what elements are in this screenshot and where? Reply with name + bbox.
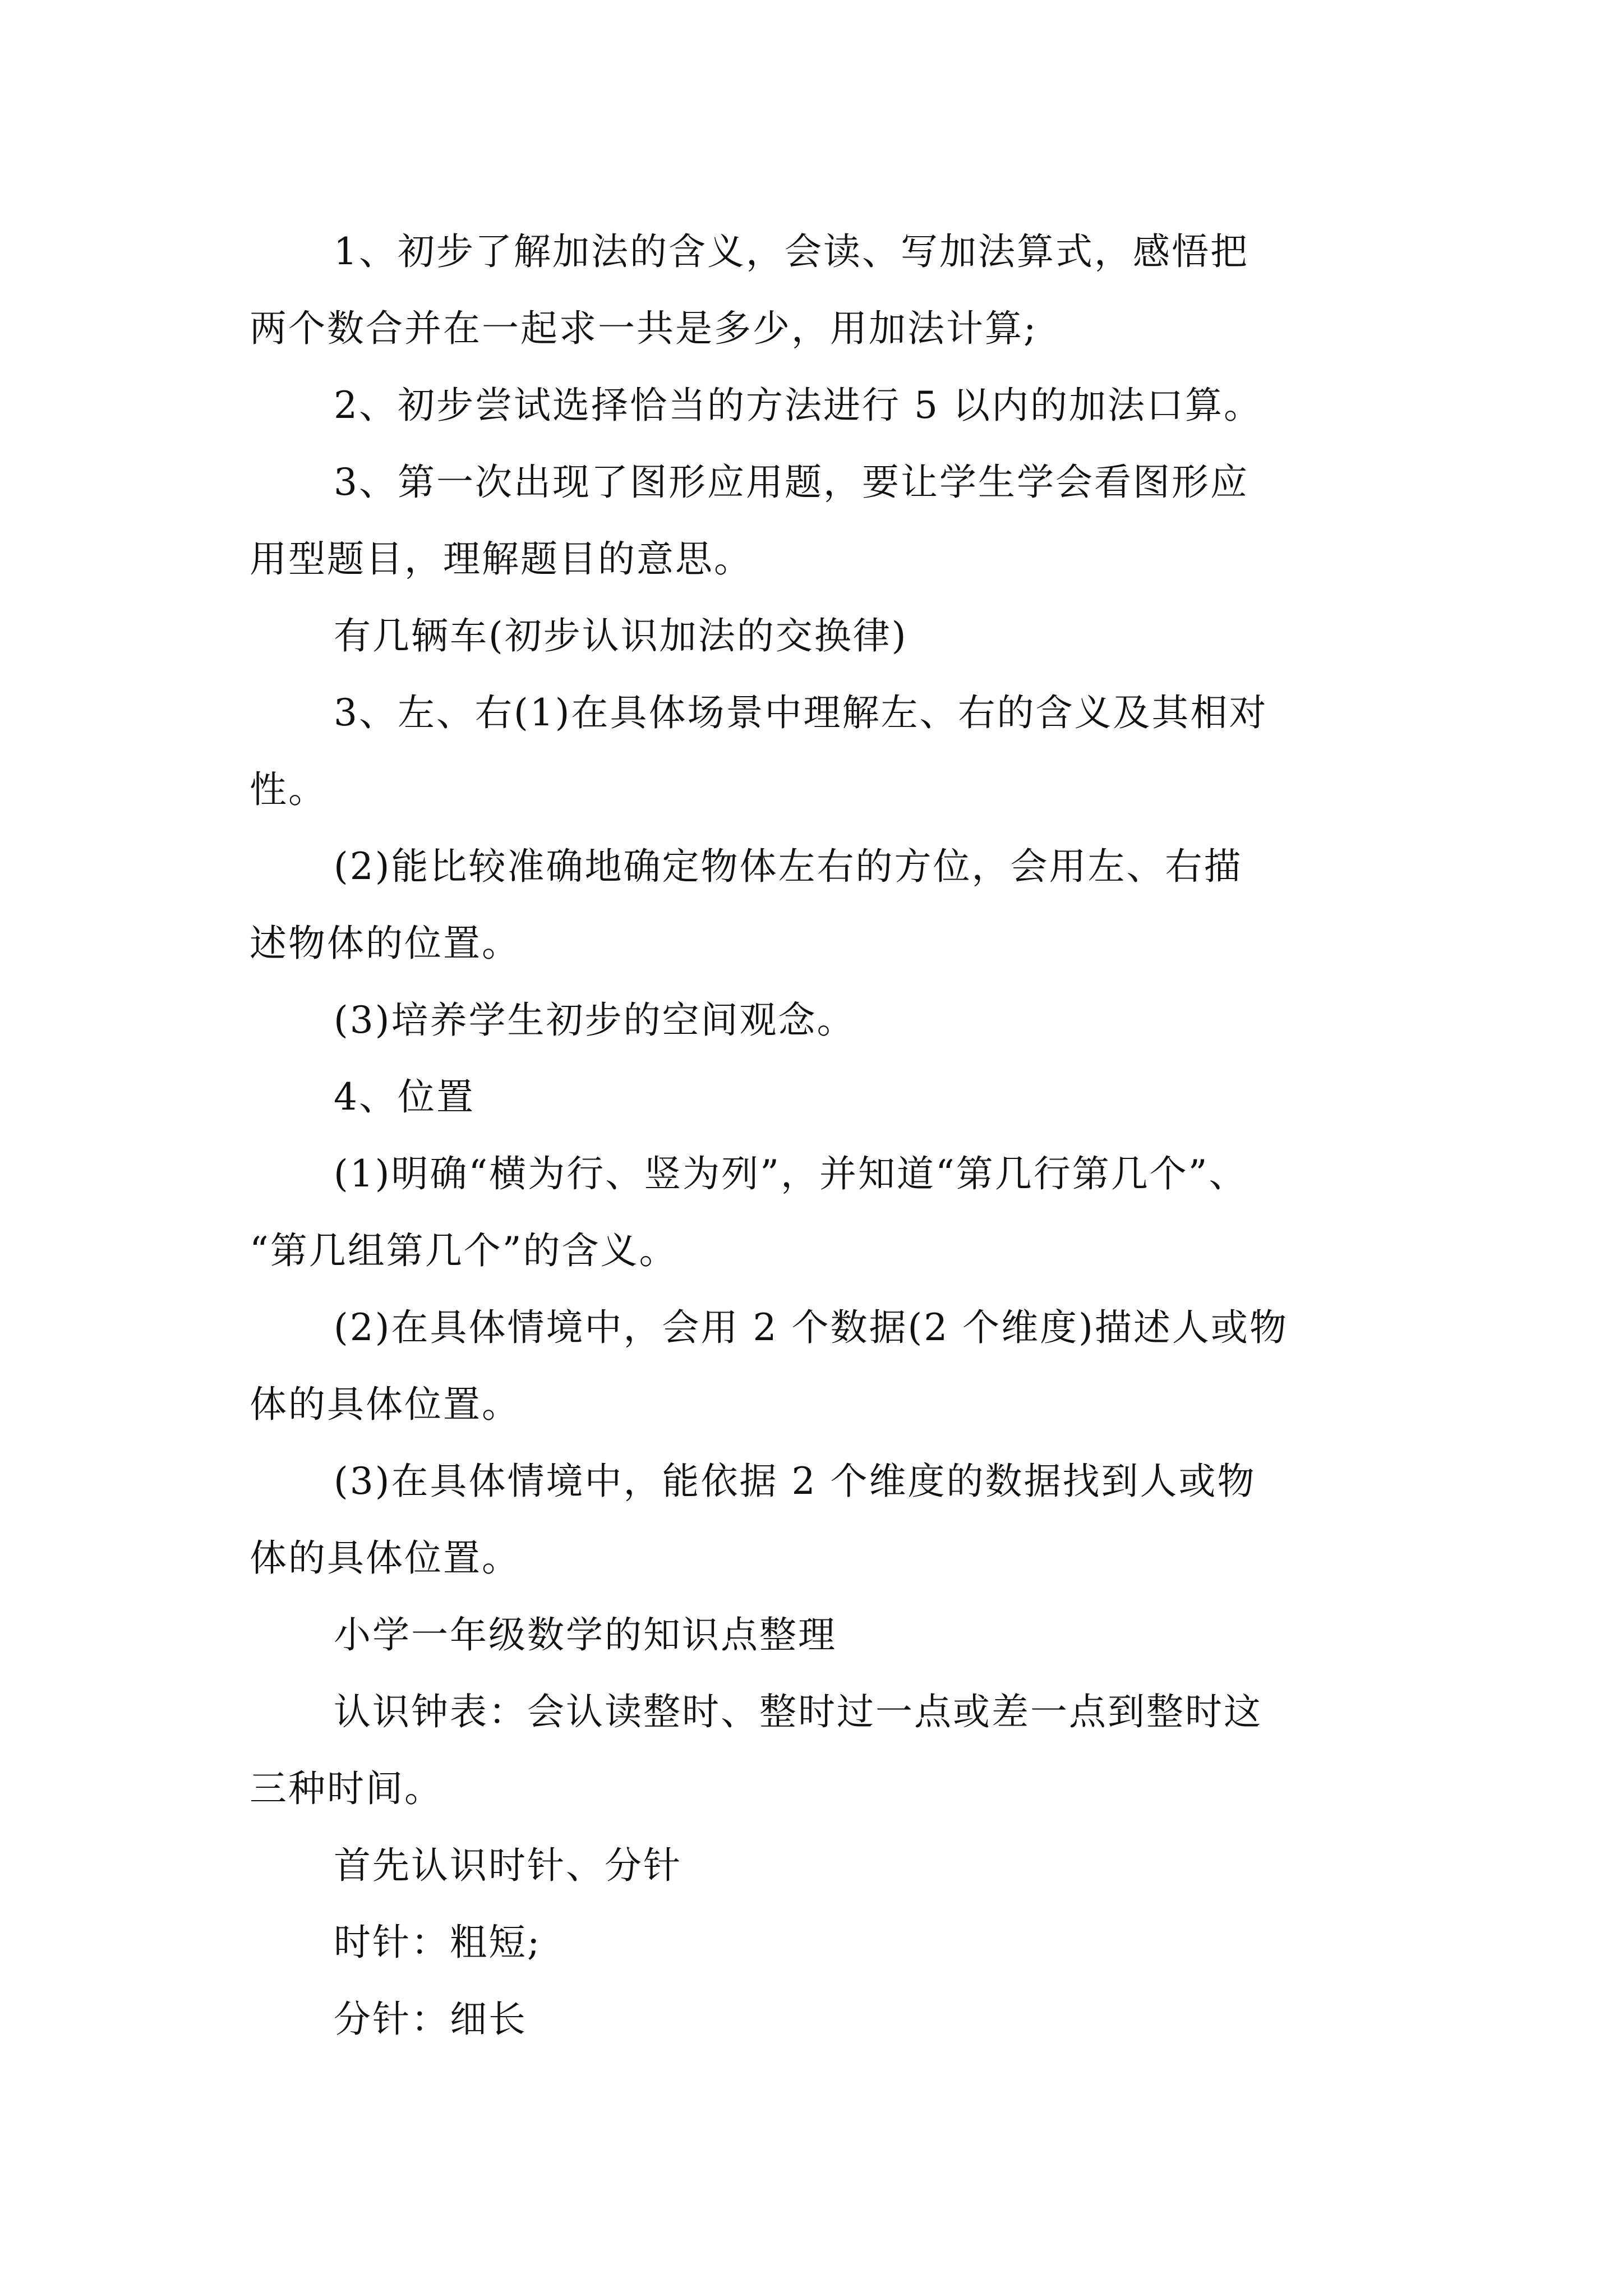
paragraph-line: 有几辆车(初步认识加法的交换律) [334,614,908,657]
paragraph-line: 体的具体位置。 [250,1536,520,1580]
paragraph-line: (2)能比较准确地确定物体左右的方位，会用左、右描 [334,845,1243,888]
paragraph-line: 1、初步了解加法的含义，会读、写加法算式，感悟把 [334,230,1249,273]
paragraph-line: “第几组第几个”的含义。 [250,1229,678,1272]
paragraph-line: 体的具体位置。 [250,1383,520,1426]
paragraph-line: 三种时间。 [250,1767,443,1810]
paragraph-line: 时针：粗短; [334,1921,542,1964]
paragraph-line: (1)明确“横为行、竖为列”，并知道“第几行第几个”、 [334,1152,1248,1195]
paragraph-line: 首先认识时针、分针 [334,1844,682,1887]
paragraph-line: 2、初步尝试选择恰当的方法进行 5 以内的加法口算。 [334,384,1262,427]
document-body [250,213,1377,2058]
paragraph-line: (2)在具体情境中，会用 2 个数据(2 个维度)描述人或物 [334,1306,1288,1349]
paragraph-line: (3)在具体情境中，能依据 2 个维度的数据找到人或物 [334,1460,1256,1503]
paragraph-line: 述物体的位置。 [250,922,520,965]
paragraph-line: 3、左、右(1)在具体场景中理解左、右的含义及其相对 [334,691,1268,734]
paragraph-line: 性。 [250,768,327,811]
paragraph-line: 3、第一次出现了图形应用题，要让学生学会看图形应 [334,461,1249,504]
paragraph-line: 分针：细长 [334,1998,527,2041]
paragraph-line: (3)培养学生初步的空间观念。 [334,999,856,1042]
paragraph-line: 认识钟表：会认读整时、整时过一点或差一点到整时这 [334,1690,1262,1733]
paragraph-line: 两个数合并在一起求一共是多少，用加法计算; [250,307,1038,350]
paragraph-line: 4、位置 [334,1075,475,1119]
paragraph-line: 用型题目，理解题目的意思。 [250,537,753,581]
section-heading: 小学一年级数学的知识点整理 [334,1613,837,1657]
